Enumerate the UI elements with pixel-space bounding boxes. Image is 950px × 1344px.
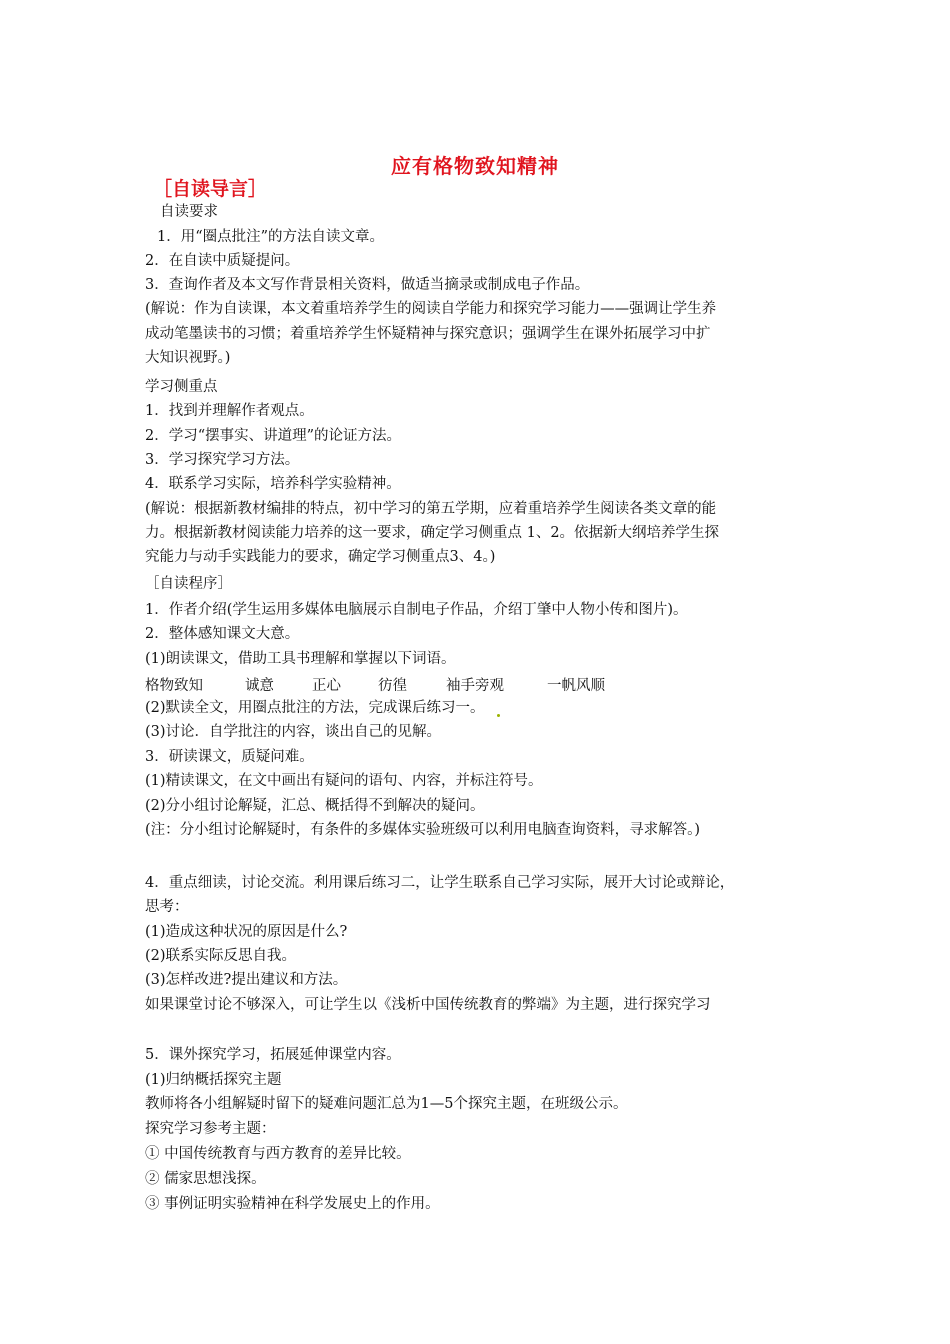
vocab-word: 彷徨 [378, 678, 407, 694]
text-line: (1)造成这种状况的原因是什么? [145, 924, 348, 940]
text-line: 1．找到并理解作者观点。 [145, 403, 314, 419]
text-line: ［自读程序］ [145, 576, 232, 592]
text-line: (1)精读课文，在文中画出有疑问的语句、内容，并标注符号。 [145, 773, 543, 789]
text-line: (3)怎样改进?提出建议和方法。 [145, 972, 348, 988]
text-line: 学习侧重点 [145, 379, 218, 395]
text-line: 4．重点细读，讨论交流。利用课后练习二，让学生联系自己学习实际，展开大讨论或辩论， [145, 875, 735, 891]
highlight-mark [497, 714, 500, 717]
text-line: 教师将各小组解疑时留下的疑难问题汇总为1—5个探究主题，在班级公示。 [145, 1096, 628, 1112]
text-line: 思考： [145, 899, 189, 915]
text-line: (注：分小组讨论解疑时，有条件的多媒体实验班级可以利用电脑查询资料，寻求解答。) [145, 822, 701, 838]
text-line: 5．课外探究学习，拓展延伸课堂内容。 [145, 1047, 401, 1063]
text-line: 3．学习探究学习方法。 [145, 452, 300, 468]
text-line: 4．联系学习实际，培养科学实验精神。 [145, 476, 401, 492]
text-line: (1)归纳概括探究主题 [145, 1072, 282, 1088]
text-line: 2．整体感知课文大意。 [145, 626, 300, 642]
section-heading: ［自读导言］ [153, 178, 268, 200]
text-line: (2)联系实际反思自我。 [145, 948, 297, 964]
vocab-word: 诚意 [245, 678, 274, 694]
text-line: 探究学习参考主题： [145, 1121, 276, 1137]
text-line: ③ 事例证明实验精神在科学发展史上的作用。 [145, 1196, 440, 1212]
text-line: 1．作者介绍(学生运用多媒体电脑展示自制电子作品，介绍丁肇中人物小传和图片)。 [145, 602, 688, 618]
text-line: (2)默读全文，用圈点批注的方法，完成课后练习一。 [145, 700, 485, 716]
vocab-word: 正心 [312, 678, 341, 694]
text-line: 2．学习“摆事实、讲道理”的论证方法。 [145, 428, 402, 444]
text-line: ① 中国传统教育与西方教育的差异比较。 [145, 1146, 411, 1162]
text-line: 如果课堂讨论不够深入，可让学生以《浅析中国传统教育的弊端》为主题，进行探究学习 [145, 997, 711, 1013]
document-title: 应有格物致知精神 [391, 154, 559, 178]
text-line: (2)分小组讨论解疑，汇总、概括得不到解决的疑问。 [145, 798, 485, 814]
text-line: 2．在自读中质疑提问。 [145, 253, 300, 269]
vocab-word: 袖手旁观 [446, 678, 504, 694]
text-line: 成动笔墨读书的习惯；着重培养学生怀疑精神与探究意识；强调学生在课外拓展学习中扩 [145, 326, 711, 342]
text-line: 大知识视野。) [145, 350, 231, 366]
text-line: 自读要求 [160, 204, 218, 220]
text-line: (1)朗读课文，借助工具书理解和掌握以下词语。 [145, 651, 456, 667]
text-line: 1．用“圈点批注”的方法自读文章。 [157, 229, 385, 245]
vocab-word: 格物致知 [145, 678, 203, 694]
text-line: 究能力与动手实践能力的要求，确定学习侧重点3、4。) [145, 549, 496, 565]
text-line: (解说：作为自读课，本文着重培养学生的阅读自学能力和探究学习能力——强调让学生养 [145, 301, 717, 317]
text-line: 力。根据新教材阅读能力培养的这一要求，确定学习侧重点 1、2。依据新大纲培养学生探 [145, 525, 720, 541]
text-line: 3．查询作者及本文写作背景相关资料，做适当摘录或制成电子作品。 [145, 277, 590, 293]
text-line: ② 儒家思想浅探。 [145, 1171, 266, 1187]
text-line: 3．研读课文，质疑问难。 [145, 749, 314, 765]
vocabulary-list [145, 674, 605, 695]
vocab-word: 一帆风顺 [547, 678, 605, 694]
text-line: (解说：根据新教材编排的特点，初中学习的第五学期，应着重培养学生阅读各类文章的能 [145, 501, 717, 517]
text-line: (3)讨论．自学批注的内容，谈出自己的见解。 [145, 724, 442, 740]
